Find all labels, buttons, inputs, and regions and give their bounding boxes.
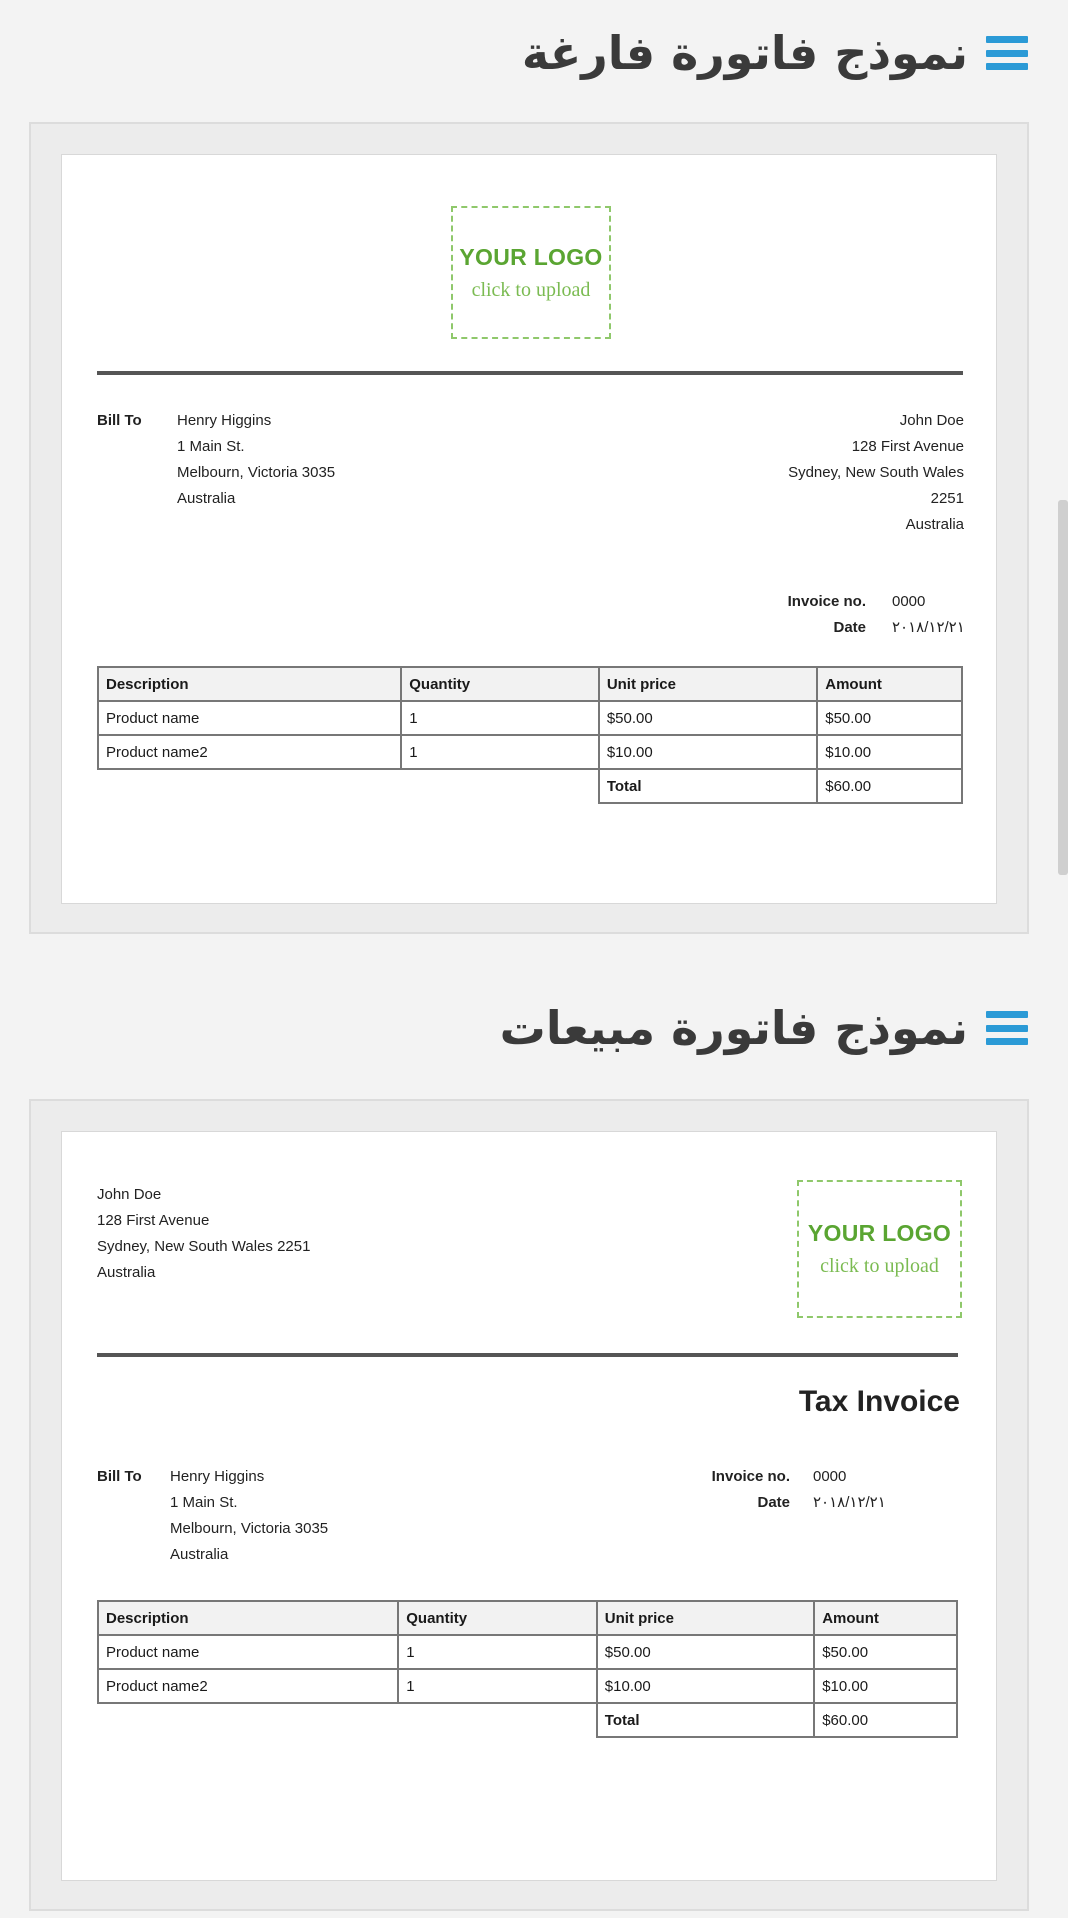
cell-quantity: 1 (401, 701, 599, 735)
invoice-no-value: 0000 (892, 593, 926, 610)
sender-address (788, 408, 964, 538)
address-line: 1 Main St. (177, 438, 245, 455)
cell-description: Product name (98, 1635, 398, 1669)
cell-description: Product name2 (98, 1669, 398, 1703)
cell-unit-price: $10.00 (599, 735, 817, 769)
address-line: Sydney, New South Wales (788, 464, 964, 481)
date-label: Date (757, 1494, 790, 1511)
cell-amount: $10.00 (814, 1669, 957, 1703)
logo-text: YOUR LOGO (459, 243, 603, 270)
total-label: Total (599, 769, 817, 803)
cell-quantity: 1 (398, 1635, 597, 1669)
address-line: John Doe (97, 1186, 162, 1203)
line-items-table (97, 666, 963, 804)
logo-upload-hint: click to upload (820, 1255, 939, 1277)
address-line: John Doe (899, 412, 964, 429)
divider (97, 371, 963, 375)
cell-unit-price: $10.00 (597, 1669, 814, 1703)
page-scrollbar[interactable] (1058, 500, 1068, 875)
cell-unit-price: $50.00 (597, 1635, 814, 1669)
column-header: Unit price (597, 1601, 814, 1635)
bill-to-label: Bill To (97, 1468, 142, 1485)
cell-amount: $50.00 (814, 1635, 957, 1669)
column-header: Unit price (599, 667, 817, 701)
invoice-meta-values (813, 1464, 886, 1516)
address-line: Australia (177, 490, 236, 507)
address-line: Melbourn, Victoria 3035 (170, 1520, 329, 1537)
total-label: Total (597, 1703, 814, 1737)
total-value: $60.00 (817, 769, 962, 803)
column-header: Amount (817, 667, 962, 701)
column-header: Amount (814, 1601, 957, 1635)
section-heading-blank-invoice (522, 18, 1028, 88)
date-label: Date (833, 619, 866, 636)
logo-text: YOUR LOGO (807, 1220, 952, 1246)
menu-icon[interactable] (986, 1011, 1028, 1045)
date-value: ٢٠١٨/١٢/٢١ (813, 1494, 886, 1511)
cell-quantity: 1 (398, 1669, 597, 1703)
invoice-paper (61, 154, 997, 904)
divider (97, 1353, 958, 1357)
table-header-row (98, 1601, 957, 1635)
cell-quantity: 1 (401, 735, 599, 769)
cell-unit-price: $50.00 (599, 701, 817, 735)
table-row (98, 1669, 957, 1703)
invoice-no-label: Invoice no. (787, 593, 866, 610)
column-header: Quantity (401, 667, 599, 701)
address-line: Sydney, New South Wales 2251 (97, 1238, 311, 1255)
line-items-table (97, 1600, 958, 1738)
table-row (98, 735, 962, 769)
address-line: 128 First Avenue (851, 438, 964, 455)
column-header: Description (98, 667, 401, 701)
logo-upload-box[interactable] (451, 206, 611, 339)
invoice-preview-frame[interactable] (29, 1099, 1029, 1911)
document-title: Tax Invoice (798, 1385, 960, 1418)
address-line: Henry Higgins (177, 412, 272, 429)
address-line: Australia (905, 516, 964, 533)
address-line: 128 First Avenue (97, 1212, 210, 1229)
address-line: Australia (170, 1546, 229, 1563)
menu-icon[interactable] (986, 36, 1028, 70)
cell-amount: $10.00 (817, 735, 962, 769)
sender-address (97, 1182, 310, 1286)
address-line: Australia (97, 1264, 156, 1281)
cell-description: Product name (98, 701, 401, 735)
bill-to-address (170, 1464, 328, 1568)
date-value: ٢٠١٨/١٢/٢١ (892, 619, 965, 636)
bill-to-label: Bill To (97, 412, 142, 429)
table-row (98, 701, 962, 735)
logo-upload-box[interactable] (797, 1180, 962, 1318)
table-row (98, 1635, 957, 1669)
cell-description: Product name2 (98, 735, 401, 769)
invoice-meta-labels (712, 1464, 790, 1516)
address-line: 2251 (930, 490, 964, 507)
total-value: $60.00 (814, 1703, 957, 1737)
invoice-no-value: 0000 (813, 1468, 847, 1485)
invoice-meta-labels (788, 589, 866, 641)
address-line: Henry Higgins (170, 1468, 265, 1485)
bill-to-address (177, 408, 335, 512)
section-heading-sales-invoice (500, 993, 1028, 1063)
table-header-row (98, 667, 962, 701)
address-line: 1 Main St. (170, 1494, 238, 1511)
invoice-meta-values (892, 589, 965, 641)
logo-upload-hint: click to upload (471, 278, 591, 301)
section-title: نموذج فاتورة مبيعات (499, 1001, 968, 1055)
column-header: Quantity (398, 1601, 597, 1635)
invoice-preview-frame[interactable] (29, 122, 1029, 934)
address-line: Melbourn, Victoria 3035 (177, 464, 336, 481)
section-title: نموذج فاتورة فارغة (521, 26, 968, 80)
invoice-no-label: Invoice no. (711, 1468, 790, 1485)
cell-amount: $50.00 (817, 701, 962, 735)
total-row (98, 1703, 957, 1737)
total-row (98, 769, 962, 803)
column-header: Description (98, 1601, 398, 1635)
invoice-paper (61, 1131, 997, 1881)
